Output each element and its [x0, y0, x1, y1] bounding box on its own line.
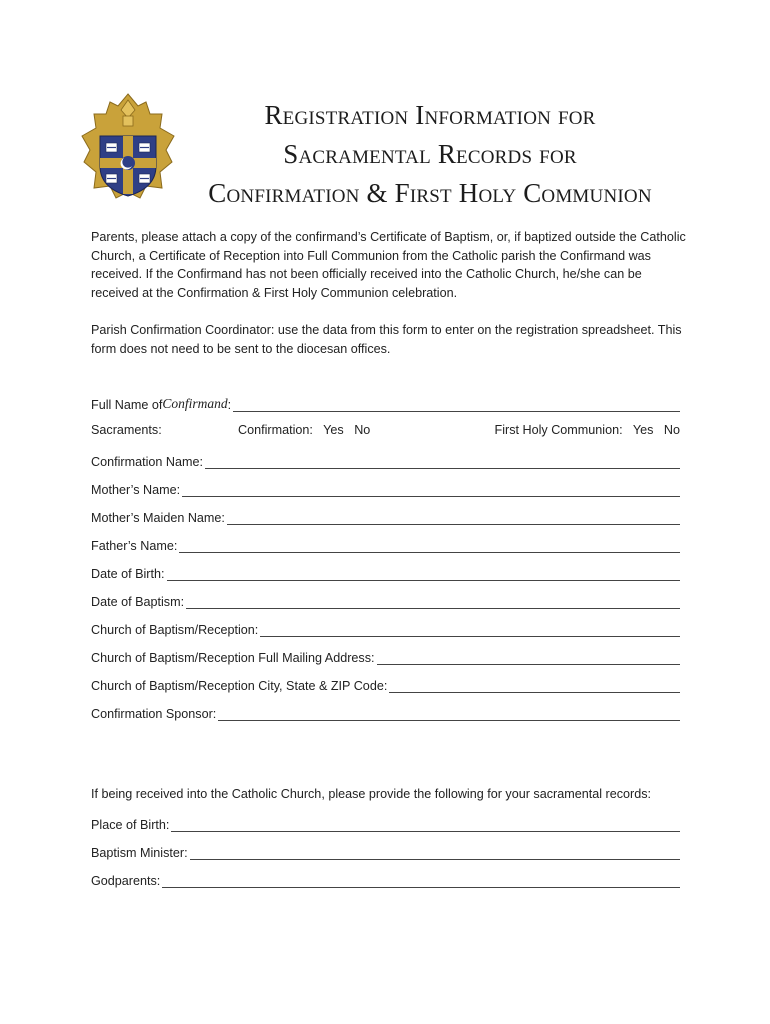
- place-of-birth-blank[interactable]: [171, 817, 680, 832]
- church-city-state-zip-blank[interactable]: [389, 678, 680, 693]
- date-of-baptism-field[interactable]: [91, 591, 680, 609]
- instructions-parents: Parents, please attach a copy of the confirmand’s Certificate of Baptism, or, if baptized outside the Catholic Church, a Certificate of Reception into Full Communion from the Catholic parish the Confirmand was received. If the Confirmand has not been officially received into the Catholic Church, he/she can be received at the Confirmation & First Holy Communion celebration.: [91, 230, 686, 300]
- godparents-label: Godparents:: [91, 874, 161, 888]
- fathers-name-label: Father’s Name:: [91, 539, 178, 553]
- church-mailing-address-field[interactable]: [91, 647, 680, 665]
- fathers-name-field[interactable]: [91, 535, 680, 553]
- instructions-coordinator: Parish Confirmation Coordinator: use the data from this form to enter on the registration spreadsheet. This form does not need to be sent to the diocesan offices.: [91, 323, 682, 356]
- church-of-baptism-field[interactable]: [91, 619, 680, 637]
- full-name-blank[interactable]: [233, 397, 680, 412]
- church-of-baptism-blank[interactable]: [260, 622, 680, 637]
- sacraments-row: [91, 423, 680, 441]
- church-mailing-address-label: Church of Baptism/Reception Full Mailing Address:: [91, 651, 375, 665]
- title-line-3: Confirmation & First Holy Communion: [208, 178, 652, 208]
- godparents-blank[interactable]: [162, 873, 680, 888]
- church-city-state-zip-label: Church of Baptism/Reception City, State & ZIP Code:: [91, 679, 388, 693]
- confirmation-sponsor-field[interactable]: [91, 703, 680, 721]
- godparents-field[interactable]: [91, 870, 680, 888]
- diocesan-crest-icon: [80, 92, 176, 202]
- mothers-name-blank[interactable]: [182, 482, 680, 497]
- confirmation-name-blank[interactable]: [205, 454, 680, 469]
- title-line-1: Registration Information for: [264, 100, 596, 130]
- mothers-maiden-name-blank[interactable]: [227, 510, 680, 525]
- sacraments-label: Sacraments:: [91, 423, 162, 437]
- date-of-birth-field[interactable]: [91, 563, 680, 581]
- place-of-birth-label: Place of Birth:: [91, 818, 170, 832]
- reception-note: If being received into the Catholic Church, please provide the following for your sacramental records:: [91, 787, 652, 801]
- church-of-baptism-label: Church of Baptism/Reception:: [91, 623, 259, 637]
- confirmation-name-label: Confirmation Name:: [91, 455, 203, 469]
- place-of-birth-field[interactable]: [91, 814, 680, 832]
- date-of-birth-blank[interactable]: [167, 566, 681, 581]
- mothers-name-label: Mother’s Name:: [91, 483, 181, 497]
- baptism-minister-label: Baptism Minister:: [91, 846, 188, 860]
- mothers-name-field[interactable]: [91, 479, 680, 497]
- confirmation-sponsor-blank[interactable]: [218, 706, 680, 721]
- date-of-baptism-label: Date of Baptism:: [91, 595, 185, 609]
- title-line-2: Sacramental Records for: [283, 139, 577, 169]
- date-of-birth-label: Date of Birth:: [91, 567, 165, 581]
- first-communion-yes-no[interactable]: First Holy Communion: Yes No: [494, 423, 680, 437]
- church-city-state-zip-field[interactable]: [91, 675, 680, 693]
- mothers-maiden-name-label: Mother’s Maiden Name:: [91, 511, 225, 525]
- full-name-label-prefix: Full Name of: [91, 398, 163, 412]
- full-name-label-suffix: :: [227, 398, 232, 412]
- confirmation-yes-no[interactable]: Confirmation: Yes No: [238, 423, 371, 437]
- mothers-maiden-name-field[interactable]: [91, 507, 680, 525]
- date-of-baptism-blank[interactable]: [186, 594, 680, 609]
- fathers-name-blank[interactable]: [179, 538, 680, 553]
- confirmation-sponsor-label: Confirmation Sponsor:: [91, 707, 217, 721]
- baptism-minister-blank[interactable]: [190, 845, 680, 860]
- page-title: [175, 96, 685, 213]
- confirmation-name-field[interactable]: [91, 451, 680, 469]
- full-name-field[interactable]: [91, 394, 680, 412]
- church-mailing-address-blank[interactable]: [377, 650, 681, 665]
- baptism-minister-field[interactable]: [91, 842, 680, 860]
- full-name-label-emphasis: Confirmand: [162, 396, 228, 411]
